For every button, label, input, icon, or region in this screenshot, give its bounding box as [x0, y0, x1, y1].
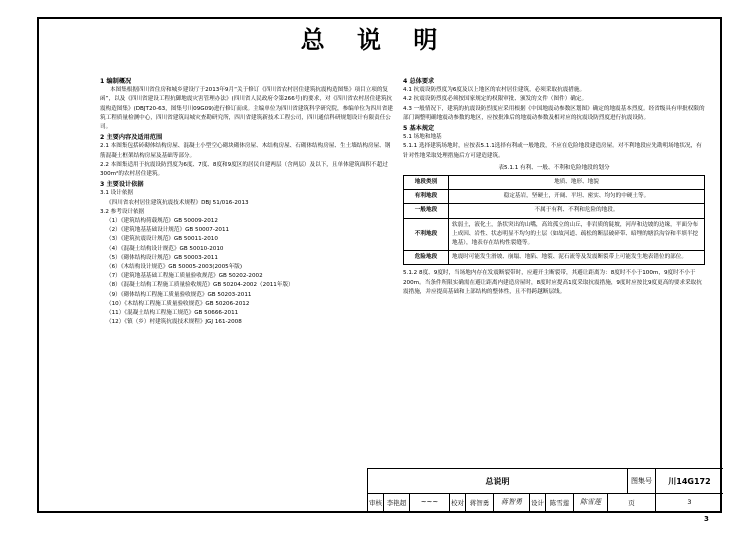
page-number: 3 — [687, 498, 692, 506]
reference-item: （4）《混凝土结构设计规范》GB 50010-2010 — [106, 245, 224, 252]
section-5-title: 5 基本规定 — [403, 125, 435, 133]
checker-name: 蒋智勇 — [466, 493, 494, 511]
reference-item: （7）《建筑地基基础工程施工质量验收规范》GB 50202-2002 — [106, 273, 263, 280]
section-3-1: 3.1 设计依据 — [100, 190, 134, 197]
title-block-row-2 — [368, 493, 723, 511]
table-header-row — [404, 176, 705, 190]
table-row — [404, 218, 705, 251]
table-cell-description: 不属于有利、不利和危险的地段。 — [449, 204, 705, 218]
section-3-2: 3.2 参考设计依据 — [100, 208, 145, 215]
section-4-1: 4.1 抗震设防烈度为6度及以上地区的农村居住建筑，必须采取抗震措施。 — [403, 87, 586, 94]
table-row — [404, 204, 705, 218]
reference-item: （10）《木结构工程施工质量验收规范》GB 50206-2012 — [106, 300, 250, 307]
section-4-3: 4.3 一般情况下，建筑的抗震设防烈度应采用根据《中国地震动参数区划图》确定的地震基本烈度。经省级具有审批权限的部门调整明确地震动参数的地区，应按批准后的地震动参数及相对应的抗震设防烈度进行抗震设防。 — [403, 105, 705, 121]
design-label: 设计 — [530, 493, 546, 511]
designer-signature: 陈雪莲 — [574, 493, 608, 511]
reviewer-name: 李艳超 — [384, 493, 410, 511]
drawing-name: 总说明 — [368, 469, 628, 493]
section-4-title: 4 总体要求 — [403, 78, 435, 85]
right-column — [403, 76, 705, 297]
checker-signature: 蒋智勇 — [494, 493, 530, 511]
table-cell-category: 一般地段 — [404, 204, 449, 218]
reference-item: （6）《木结构设计规范》GB 50005-2003(2005年版) — [106, 264, 243, 271]
section-2-2: 2.2 本图集适用于抗震设防烈度为6度、7度、8度和9度区的居民自建两层（含两层）及以下，且单体建筑面积不超过300m²的农村居住建筑。 — [100, 161, 388, 178]
table-row — [404, 190, 705, 204]
title-block — [367, 468, 723, 512]
reference-item: （12）《镇（乡）村建筑抗震技术规程》JGJ 161-2008 — [106, 319, 242, 326]
table-cell-description: 地震时可能发生滑坡、崩塌、地陷、地裂、泥石流等及发震断裂带上可能发生地表错位的部位。 — [449, 251, 705, 265]
section-5-1-1: 5.1.1 选择建筑场地时，应按表5.1.1选择有利或一般地段，不应在危险地段建造房屋。对不利地段应先勘明场地状况，有针对性地采取处理措施后方可建造建筑。 — [403, 143, 702, 159]
section-2-title: 2 主要内容及适用范围 — [100, 134, 163, 142]
table-row — [404, 251, 705, 265]
reference-item: （11）《混凝土结构工程施工规范》GB 50666-2011 — [106, 310, 239, 317]
table-cell-description: 稳定基岩，坚硬土，开阔、平坦、密实、均匀的中硬土等。 — [449, 190, 705, 204]
section-3-title: 3 主要设计依据 — [100, 181, 144, 189]
table-caption: 表5.1.1 有利、一般、不利和危险地段的划分 — [498, 164, 610, 171]
section-5-1: 5.1 场地和地基 — [403, 134, 442, 141]
check-label: 校对 — [450, 493, 466, 511]
page-label: 页 — [608, 493, 656, 511]
review-label: 审核 — [368, 493, 384, 511]
reference-item: （9）《砌体结构工程施工质量验收规范》GB 50203-2011 — [106, 291, 252, 298]
section-2-1: 2.1 本图集包括砖砌体结构房屋、混凝土小型空心砌块砌体房屋、木结构房屋、石砌体结构房屋、生土墙结构房屋、钢筋混凝土框架结构房屋及基础等部分。 — [100, 143, 391, 159]
table-cell-category: 不利地段 — [404, 218, 449, 251]
section-1-title: 1 编制概况 — [100, 78, 132, 85]
reference-item: （5）《砌体结构设计规范》GB 50003-2011 — [106, 254, 218, 261]
corner-page-number: 3 — [704, 515, 709, 523]
atlas-label: 图集号 — [628, 469, 656, 493]
designer-name: 陈雪莲 — [546, 493, 574, 511]
reference-item: （3）《建筑抗震设计规范》GB 50011-2010 — [106, 236, 218, 243]
reference-item: （2）《建筑地基基础设计规范》GB 50007-2011 — [106, 227, 230, 234]
section-1-text: 本图集根据四川省住房和城乡建设厅于2013年9月“关于修订《四川省农村居住建筑抗震构造图集》项目立项的复函”，以及《四川省建设工程抗御地震灾害管理办法》(四川省人民政府令第266号)的要求，对《四川省农村居住建筑抗震构造图集》(DBJT20-63，图集号川09G09)进行修订而成。主编单位为四川省建筑科学研究院，参编单位为四川省建筑工程质量检测中心，四川省建筑局城灾查勘研究所，四川省建筑新技术工程公司，四川通信科研规划设计有限责任公司。 — [100, 87, 393, 131]
table-cell-category: 危险地段 — [404, 251, 449, 265]
section-4-2: 4.2 抗震设防烈度必须按国家规定的权限审批、颁发的文件（图件）确定。 — [403, 96, 588, 103]
design-basis-item: 《四川省农村居住建筑抗震技术规程》DBJ 51/016-2013 — [106, 199, 249, 206]
section-5-1-2: 5.1.2 8度、9度时，当场地内存在发震断裂带时，应避开主断裂带，其避让距离为：8度时不小于100m，9度时不小于200m。当条件所限实确需在避让距离内建造房屋时，8度时应提高1度采取抗震措施，9度时应按比9度更高的要求采取抗震措施，并应提高基础和上部结构的整体性，且不得跨越断层线。 — [403, 270, 702, 295]
table-header-cell: 地质、地形、地貌 — [449, 176, 705, 190]
reviewer-signature: ~~~ — [410, 493, 450, 511]
atlas-number: 川14G172 — [668, 476, 711, 486]
table-header-cell: 地段类别 — [404, 176, 449, 190]
table-cell-category: 有利地段 — [404, 190, 449, 204]
page-title: 总 说 明 — [300, 26, 450, 54]
reference-item: （8）《混凝土结构工程施工质量验收规范》GB 50204-2002（2011年版） — [106, 282, 294, 289]
site-classification-table — [403, 175, 705, 265]
reference-item: （1）《建筑结构荷载规范》GB 50009-2012 — [106, 218, 218, 225]
table-cell-description: 软弱土，液化土，条状突出的山嘴，高耸孤立的山丘，非岩质的陡坡，河岸和边坡的边缘，平面分布上成因、岩性、状态明显不均匀的土层（如故河道、疏松的断层破碎带、暗埋的塘浜沟谷和半填半挖地基），地表存在结构性裂缝等。 — [449, 218, 705, 251]
title-block-row-1 — [368, 469, 723, 494]
left-column — [100, 76, 393, 327]
